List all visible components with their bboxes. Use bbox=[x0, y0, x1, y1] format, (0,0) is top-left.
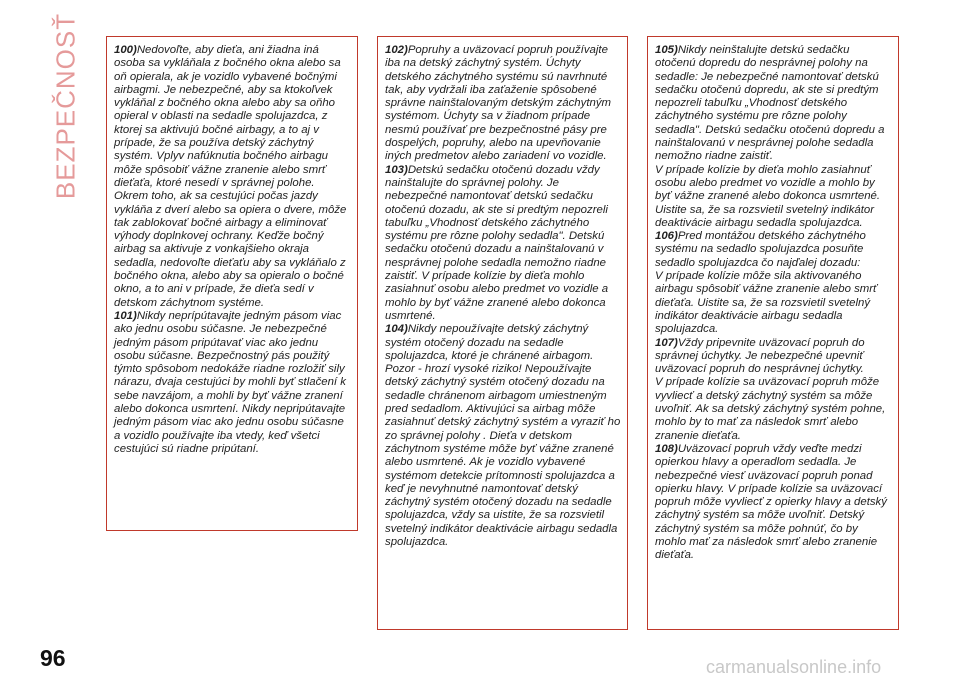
section-title: BEZPEČNOSŤ bbox=[50, 12, 81, 199]
note-105 bbox=[655, 44, 892, 164]
note-text: Pred montážou detského záchytného systému na sedadlo spolujazdca posuňte sedadlo spolujazdca čo najďalej dozadu: bbox=[655, 230, 866, 269]
note-101 bbox=[114, 310, 351, 456]
note-102 bbox=[385, 44, 621, 164]
note-number: 107) bbox=[655, 336, 678, 349]
note-text: Nedovoľte, aby dieťa, ani žiadna iná osoba sa vykláňala z bočného okna alebo sa oň opierala, ak je vozidlo vybavené bočnými airbagmi. Je nebezpečné, aby sa ktokoľvek vykláňal z bočného okna alebo aby sa oňho opieral v oblasti na sedadle spolujazdca, z ktorej sa aktivujú bočné airbagy, a to aj v prípade, že sa používa detský záchytný systém. Vplyv nafúknutia bočného airbagu môže spôsobiť vážne zranenie alebo smrť dieťaťa, ktoré nesedí v správnej polohe. Okrem toho, ak sa cestujúci počas jazdy vykláňa z dverí alebo sa opiera o dvere, môže tak zablokovať bočné airbagy a eliminovať výhody doplnkovej ochrany. Keďže bočný airbag sa aktivuje z vonkajšieho okraja sedadla, nedovoľte dieťaťu aby sa vykláňalo z bočného okna, alebo aby sa opieralo o bočné okno, a to ani v prípade, že dieťa sedí v detskom záchytnom systéme. bbox=[114, 44, 347, 309]
note-number: 102) bbox=[385, 44, 408, 56]
warning-box-column-2 bbox=[377, 36, 628, 630]
note-number: 108) bbox=[655, 442, 678, 455]
note-text: Uväzovací popruh vždy veďte medzi opierkou hlavy a operadlom sedadla. Je nebezpečné viesť uväzovací popruh ponad opierku hlavy. V prípade kolízie sa uväzovací popruh môže vyvliecť z opierky hlavy a detský záchytný systém sa môže uvoľniť. Detský záchytný systém sa môže pohnúť, čo by mohlo mať za následok smrť alebo zranenie dieťaťa. bbox=[655, 442, 887, 562]
note-107 bbox=[655, 337, 892, 377]
note-text: Detskú sedačku otočenú dozadu vždy nainštalujte do správnej polohy. Je nebezpečné namontovať detskú sedačku otočenú dozadu, ak ste si predtým nepozreli tabuľku „Vhodnosť detského záchytného systému pre rôzne polohy sedadla". Detskú sedačku otočenú dozadu a nainštalovanú v nesprávnej polohe sedadla nemožno riadne zaistiť. V prípade kolízie by dieťa mohlo zasiahnuť osobu alebo predmet vo vozidle a mohlo by byť vážne zranené alebo dokonca usmrtené. bbox=[385, 163, 609, 322]
page-number: 96 bbox=[40, 645, 66, 671]
note-106 bbox=[655, 230, 892, 270]
watermark: carmanualsonline.info bbox=[706, 657, 882, 677]
warning-box-column-1 bbox=[106, 36, 358, 531]
note-text: Vždy pripevnite uväzovací popruh do správnej úchytky. Je nebezpečné upevniť uväzovací popruh do nesprávnej úchytky. bbox=[655, 336, 865, 376]
section-title-vertical bbox=[50, 12, 82, 199]
note-107-continued: V prípade kolízie sa uväzovací popruh môže vyvliecť a detský záchytný systém sa môže uvoľniť. Ak sa detský záchytný systém pohne, mohlo by to mať za následok smrť alebo zranenie dieťaťa. bbox=[655, 376, 886, 442]
note-text: Nikdy nepoužívajte detský záchytný systém otočený dozadu na sedadle spolujazdca, ktoré je chránené airbagom. Pozor - hrozí vysoké riziko! Nepoužívajte detský záchytný systém otočený dozadu na sedadle chránenom airbagom umiestneným pred sedadlom. Aktivujúci sa airbag môže zasiahnuť detský záchytný systém a vyraziť ho zo správnej polohy . Dieťa v detskom záchytnom systéme môže byť vážne zranené alebo usmrtené. Ak je vozidlo vybavené systémom detekcie prítomnosti spolujazdca a keď je nevyhnutné namontovať detský záchytný systém otočený dozadu na sedadle spolujazdca, vždy sa uistite, že sa rozsvietil svetelný indikátor deaktivácie airbagu sedadla spolujazdca. bbox=[385, 323, 621, 548]
note-100 bbox=[114, 44, 351, 310]
note-number: 100) bbox=[114, 44, 137, 56]
note-text: Nikdy neprípútavajte jedným pásom viac ako jednu osobu súčasne. Je nebezpečné jedným pásom pripútavať viac ako jednu osobu súčasne. Bezpečnostný pás použitý týmto spôsobom nedokáže riadne rozložiť sily nárazu, dvaja cestujúci by mohli byť stlačení k sebe navzájom, a mohli by byť vážne zranení alebo dokonca usmrtení. Nikdy nepripútavajte jedným pásom viac ako jednu osobu súčasne a vozidlo používajte iba vtedy, keď všetci cestujúci sú riadne pripútaní. bbox=[114, 309, 346, 455]
note-108 bbox=[655, 443, 892, 563]
note-number: 106) bbox=[655, 230, 678, 243]
note-number: 105) bbox=[655, 44, 678, 56]
note-number: 104) bbox=[385, 323, 408, 336]
note-text: Popruhy a uväzovací popruh používajte iba na detský záchytný systém. Úchyty detského záchytného systému sú navrhnuté tak, aby vydržali iba zaťaženie spôsobené správne nainštalovaným detským záchytným systémom. Úchyty sa v žiadnom prípade nesmú používať pre bezpečnostné pásy pre dospelých, popruhy, alebo na upevňovanie iných predmetov alebo zariadení vo vozidle. bbox=[385, 44, 612, 163]
note-103 bbox=[385, 164, 621, 324]
note-105-continued: V prípade kolízie by dieťa mohlo zasiahnuť osobu alebo predmet vo vozidle a mohlo by byť vážne zranené alebo dokonca usmrtené. Uistite sa, že sa rozsvietil svetelný indikátor deaktivácie airbagu sedadla spolujazdca. bbox=[655, 163, 881, 229]
note-number: 101) bbox=[114, 309, 137, 322]
note-number: 103) bbox=[385, 163, 408, 176]
note-104 bbox=[385, 323, 621, 549]
note-text: Nikdy neinštalujte detskú sedačku otočenú dopredu do nesprávnej polohy na sedadle: Je nebezpečné namontovať detskú sedačku otočenú dopredu, ak ste si predtým nepozreli tabuľku „Vhodnosť detského záchytného systému pre rôzne polohy sedadla". Detskú sedačku otočenú dopredu a nainštalovanú v nesprávnej polohe sedadla nemožno riadne zaistiť. bbox=[655, 44, 885, 163]
note-106-continued: V prípade kolízie môže sila aktivovaného airbagu spôsobiť vážne zranenie alebo smrť dieťaťa. Uistite sa, že sa rozsvietil svetelný indikátor deaktivácie airbagu sedadla spolujazdca. bbox=[655, 270, 878, 336]
warning-box-column-3 bbox=[647, 36, 899, 630]
